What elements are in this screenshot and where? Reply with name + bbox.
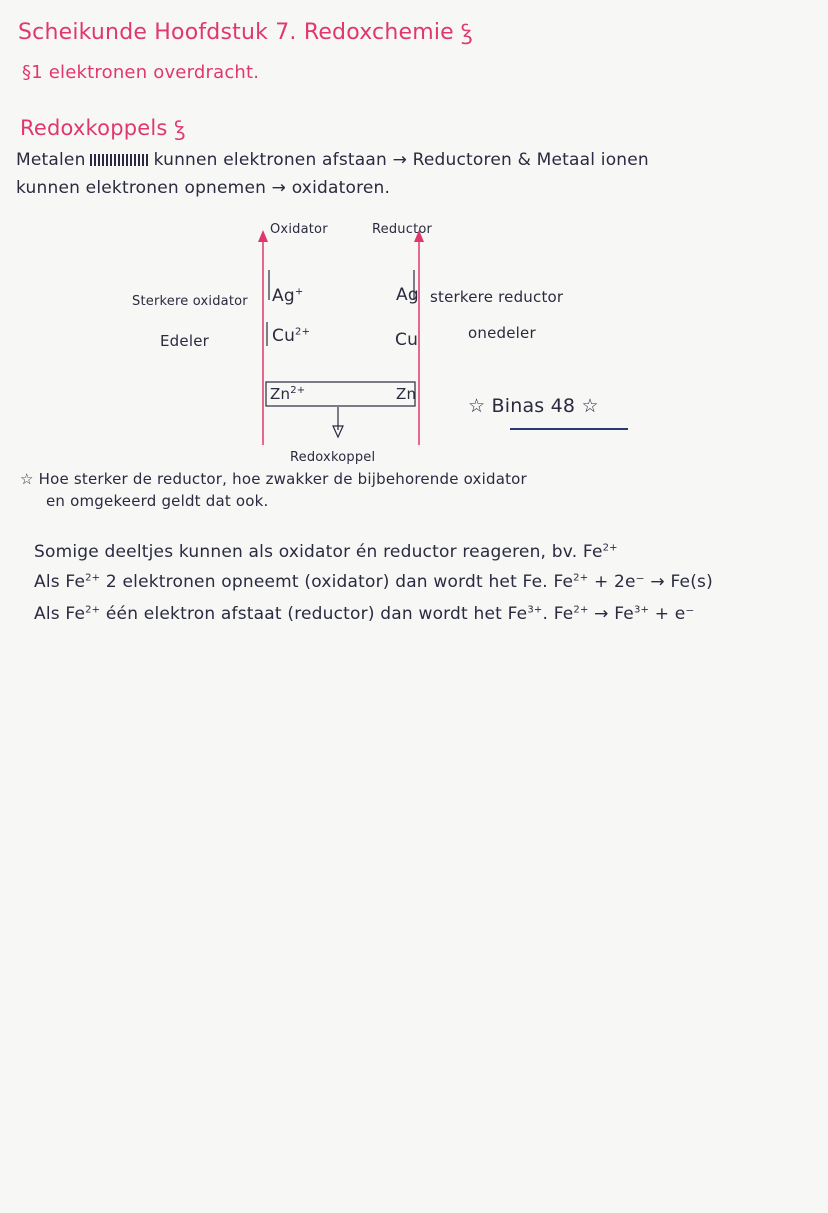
intro-line-2: kunnen elektronen opnemen → oxidatoren. — [16, 178, 391, 198]
species-ag-plus: Ag+ — [272, 286, 304, 306]
label-less-noble: onedeler — [468, 324, 536, 342]
binas-underline — [510, 428, 628, 430]
species-cu-2plus: $Cu^{2+}$ — [272, 326, 311, 346]
subsection-heading: Redoxkoppels ꝣ — [20, 116, 186, 140]
species-cu: Cu — [395, 330, 419, 350]
label-nobler: Edeler — [160, 332, 209, 350]
species-zn: Zn — [396, 385, 417, 403]
section-heading: §1 elektronen overdracht. — [22, 62, 260, 83]
species-ag: Ag — [396, 285, 419, 305]
axis-label-reductor: Reductor — [372, 222, 433, 237]
note-line-1: ☆ Hoe sterker de reductor, hoe zwakker de bijbehorende oxidator — [20, 470, 527, 488]
symbol-icon: ꝣ — [174, 116, 186, 140]
paragraph-line-2: Als $Fe^{2+}$ 2 elektronen opneemt (oxidator) dan wordt het Fe. $Fe^{2+} + 2e^- \to Fe(s)$ — [34, 572, 713, 592]
binas-reference: ☆ Binas 48 ☆ — [468, 395, 599, 417]
paragraph-line-3: Als $Fe^{2+}$ één elektron afstaat (reductor) dan wordt het $Fe^{3+}$. $Fe^{2+} \to Fe^{3+} + e^-$ — [34, 604, 695, 624]
axis-label-oxidator: Oxidator — [270, 222, 328, 237]
paragraph-line-1: Somige deeltjes kunnen als oxidator én reductor reageren, bv. $Fe^{2+}$ — [34, 542, 618, 562]
star-icon: ☆ — [468, 395, 486, 417]
label-stronger-reductor: sterkere reductor — [430, 288, 564, 306]
redox-diagram — [0, 0, 828, 520]
species-zn-2plus: $Zn^{2+}$ — [270, 385, 306, 403]
label-stronger-oxidator: Sterkere oxidator — [132, 294, 248, 309]
symbol-icon: ꝣ — [461, 20, 473, 45]
star-icon: ☆ — [20, 470, 34, 488]
star-icon: ☆ — [581, 395, 599, 417]
label-redoxkoppel: Redoxkoppel — [290, 450, 376, 465]
page-title: Scheikunde Hoofdstuk 7. Redoxchemie ꝣ — [18, 20, 473, 45]
note-line-2: en omgekeerd geldt dat ook. — [46, 492, 269, 510]
intro-line-1: Metalen kunnen elektronen afstaan → Reductoren & Metaal ionen — [16, 150, 649, 170]
